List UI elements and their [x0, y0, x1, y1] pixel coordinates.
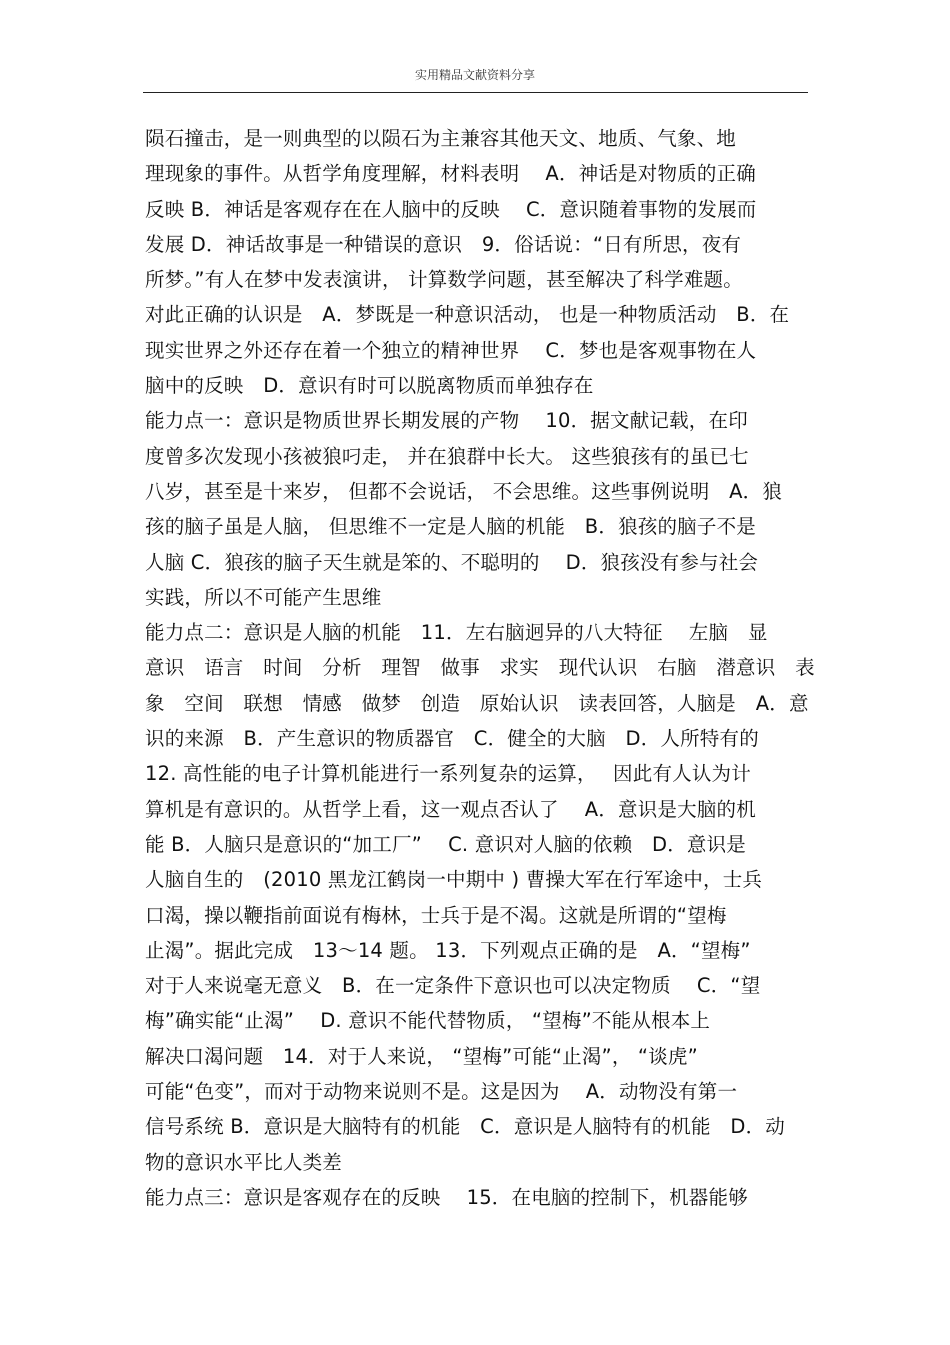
document-body — [145, 121, 815, 1215]
text-line: 所梦。”有人在梦中发表演讲， 计算数学问题，甚至解决了科学难题。 — [145, 268, 743, 292]
text-line: 度曾多次发现小孩被狼叼走， 并在狼群中长大。 这些狼孩有的虽已七 — [145, 444, 749, 468]
text-line: 算机是有意识的。从哲学上看，这一观点否认了 A．意识是大脑的机 — [145, 797, 756, 821]
header-divider — [143, 92, 808, 93]
page-header-title: 实用精品文献资料分享 — [414, 68, 535, 82]
text-line: 对此正确的认识是 A．梦既是一种意识活动， 也是一种物质活动 B．在 — [145, 303, 790, 327]
text-line: 人脑 C．狼孩的脑子天生就是笨的、不聪明的 D．狼孩没有参与社会 — [145, 550, 759, 574]
text-line: 梅”确实能“止渴” D. 意识不能代替物质， “望梅”不能从根本上 — [145, 1009, 711, 1033]
text-line: 能力点三：意识是客观存在的反映 15．在电脑的控制下，机器能够 — [145, 1185, 748, 1209]
text-line: 理现象的事件。从哲学角度理解，材料表明 A．神话是对物质的正确 — [145, 162, 756, 186]
text-line: 象 空间 联想 情感 做梦 创造 原始认识 读表回答，人脑是 A．意 — [145, 691, 809, 715]
text-line: 物的意识水平比人类差 — [145, 1150, 343, 1174]
text-line: 解决口渴问题 14．对于人来说， “望梅”可能“止渴”， “谈虎” — [145, 1044, 698, 1068]
text-line: 陨石撞击，是一则典型的以陨石为主兼容其他天文、地质、气象、地 — [145, 127, 737, 150]
text-line: 人脑自生的 (2010 黑龙江鹤岗一中期中 ) 曹操大军在行军途中，士兵 — [145, 868, 763, 892]
text-line: 反映 B．神话是客观存在在人脑中的反映 C．意识随着事物的发展而 — [145, 197, 757, 221]
text-line: 能 B．人脑只是意识的“加工厂” C. 意识对人脑的依赖 D．意识是 — [145, 832, 747, 856]
text-line: 实践，所以不可能产生思维 — [145, 585, 382, 609]
text-line: 现实世界之外还存在着一个独立的精神世界 C．梦也是客观事物在人 — [145, 338, 757, 362]
text-line: 对于人来说毫无意义 B．在一定条件下意识也可以决定物质 C．“望 — [145, 974, 761, 998]
text-line: 脑中的反映 D．意识有时可以脱离物质而单独存在 — [145, 374, 594, 398]
text-line: 口渴，操以鞭指前面说有梅林，士兵于是不渴。这就是所谓的“望梅 — [145, 903, 727, 927]
text-line: 能力点二：意识是人脑的机能 11．左右脑迥异的八大特征 左脑 显 — [145, 621, 768, 645]
text-line: 意识 语言 时间 分析 理智 做事 求实 现代认识 右脑 潜意识 表 — [145, 656, 815, 680]
text-line: 孩的脑子虽是人脑， 但思维不一定是人脑的机能 B．狼孩的脑子不是 — [145, 515, 756, 539]
text-line: 12. 高性能的电子计算机能进行一系列复杂的运算， 因此有人认为计 — [145, 762, 751, 786]
text-line: 八岁，甚至是十来岁， 但都不会说话， 不会思维。这些事例说明 A．狼 — [145, 479, 783, 503]
text-line: 信号系统 B．意识是大脑特有的机能 C．意识是人脑特有的机能 D．动 — [145, 1115, 786, 1139]
text-line: 止渴”。据此完成 13～14 题。 13．下列观点正确的是 A．“望梅” — [145, 938, 751, 962]
text-line: 能力点一：意识是物质世界长期发展的产物 10．据文献记载，在印 — [145, 409, 748, 433]
text-line: 可能“色变”，而对于动物来说则不是。这是因为 A．动物没有第一 — [145, 1080, 738, 1104]
text-line: 识的来源 B．产生意识的物质器官 C．健全的大脑 D．人所特有的 — [145, 727, 759, 751]
text-line: 发展 D．神话故事是一种错误的意识 9．俗话说：“日有所思，夜有 — [145, 232, 742, 256]
